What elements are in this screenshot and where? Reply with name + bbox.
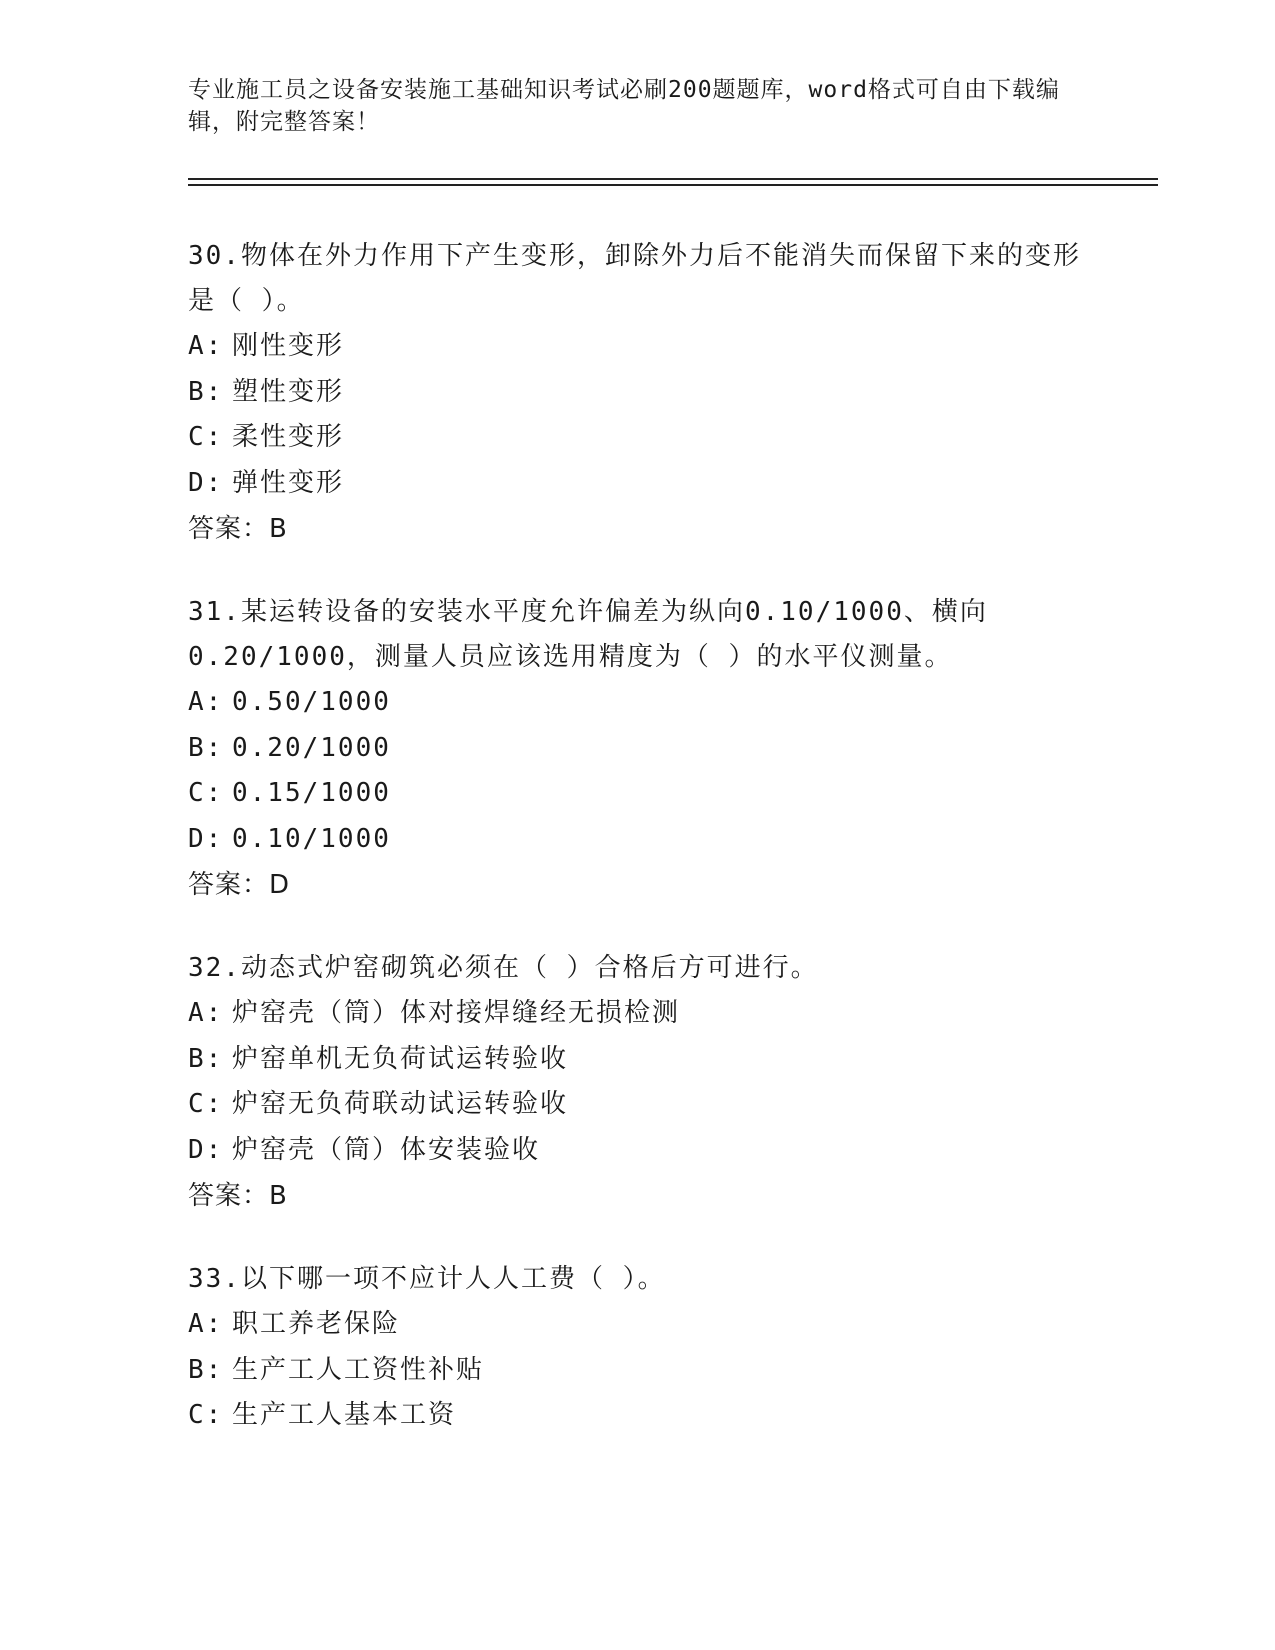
- question-body: 某运转设备的安装水平度允许偏差为纵向0.10/1000、横向0.20/1000，测量人员应该选用精度为（ ）的水平仪测量。: [188, 597, 988, 672]
- option-a: [188, 1302, 1088, 1348]
- question-text: [188, 234, 1088, 324]
- answer-value: D: [269, 870, 291, 900]
- question-30: [188, 234, 1088, 552]
- option-a: [188, 680, 1088, 726]
- option-letter: C:: [188, 1089, 224, 1119]
- question-list: [188, 234, 1088, 1477]
- option-text: 柔性变形: [232, 422, 345, 452]
- option-text: 生产工人基本工资: [232, 1400, 457, 1430]
- document-title: 专业施工员之设备安装施工基础知识考试必刷200题题库，word格式可自由下载编辑，附完整答案！: [188, 77, 1060, 135]
- question-number: 33.: [188, 1264, 241, 1294]
- option-text: 塑性变形: [232, 376, 345, 407]
- option-text: 炉窑无负荷联动试运转验收: [232, 1089, 569, 1119]
- question-number: 30.: [188, 241, 241, 271]
- question-31: [188, 590, 1088, 908]
- header-divider-bottom: [188, 184, 1158, 186]
- option-letter: C:: [188, 1400, 224, 1430]
- option-letter: D:: [188, 467, 224, 498]
- question-32: [188, 946, 1088, 1219]
- answer-line: [188, 1173, 1088, 1219]
- option-letter: C:: [188, 422, 224, 452]
- option-d: [188, 461, 1088, 507]
- option-text: 刚性变形: [232, 331, 345, 361]
- option-b: [188, 726, 1088, 772]
- answer-line: [188, 862, 1088, 908]
- option-b: [188, 1037, 1088, 1083]
- answer-label: 答案：: [188, 870, 270, 900]
- option-a: [188, 991, 1088, 1037]
- question-number: 32.: [188, 953, 241, 983]
- option-letter: A:: [188, 331, 224, 361]
- option-letter: A:: [188, 687, 224, 717]
- option-letter: D:: [188, 1134, 224, 1165]
- question-text: [188, 590, 1088, 680]
- option-letter: B:: [188, 732, 224, 763]
- option-b: [188, 370, 1088, 416]
- option-text: 0.20/1000: [232, 732, 391, 763]
- option-d: [188, 817, 1088, 863]
- option-text: 职工养老保险: [232, 1309, 401, 1339]
- question-body: 物体在外力作用下产生变形，卸除外力后不能消失而保留下来的变形是（ ）。: [188, 241, 1081, 316]
- option-d: [188, 1128, 1088, 1174]
- option-c: [188, 1082, 1088, 1128]
- option-letter: D:: [188, 823, 224, 854]
- option-c: [188, 771, 1088, 817]
- question-text: [188, 1257, 1088, 1302]
- option-text: 炉窑壳（筒）体对接焊缝经无损检测: [232, 998, 681, 1028]
- question-number: 31.: [188, 597, 241, 627]
- question-body: 以下哪一项不应计人人工费（ ）。: [240, 1264, 666, 1294]
- document-header: [188, 74, 1068, 138]
- answer-label: 答案：: [188, 1181, 270, 1211]
- option-b: [188, 1348, 1088, 1394]
- option-text: 0.10/1000: [232, 823, 391, 854]
- answer-value: B: [269, 1181, 288, 1211]
- option-letter: C:: [188, 778, 224, 808]
- option-a: [188, 324, 1088, 370]
- question-33: [188, 1257, 1088, 1439]
- option-text: 弹性变形: [232, 467, 345, 498]
- answer-line: [188, 506, 1088, 552]
- answer-value: B: [269, 514, 288, 544]
- option-letter: A:: [188, 998, 224, 1028]
- option-text: 炉窑单机无负荷试运转验收: [232, 1043, 569, 1074]
- option-letter: A:: [188, 1309, 224, 1339]
- option-letter: B:: [188, 1354, 224, 1385]
- option-text: 0.50/1000: [232, 687, 391, 717]
- option-text: 炉窑壳（筒）体安装验收: [232, 1134, 541, 1165]
- question-text: [188, 946, 1088, 991]
- header-divider-top: [188, 178, 1158, 180]
- option-text: 生产工人工资性补贴: [232, 1354, 485, 1385]
- option-c: [188, 1393, 1088, 1439]
- option-letter: B:: [188, 376, 224, 407]
- answer-label: 答案：: [188, 514, 270, 544]
- question-body: 动态式炉窑砌筑必须在（ ）合格后方可进行。: [240, 953, 819, 983]
- option-letter: B:: [188, 1043, 224, 1074]
- option-c: [188, 415, 1088, 461]
- option-text: 0.15/1000: [232, 778, 391, 808]
